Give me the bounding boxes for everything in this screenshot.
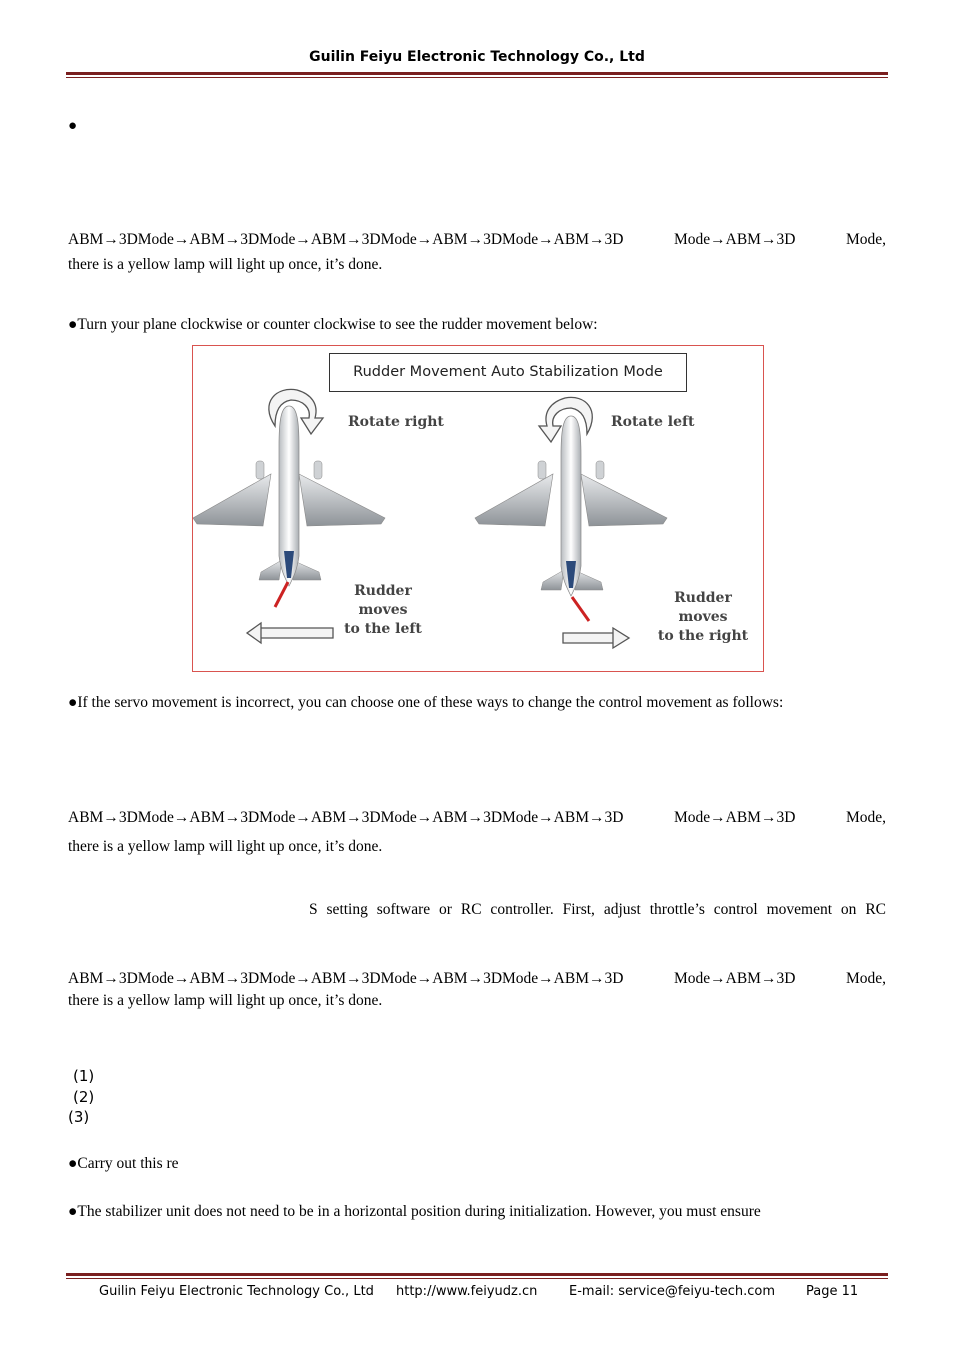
arrow-right-icon — [563, 628, 629, 648]
rudder-right-line-1: Rudder moves — [674, 590, 732, 625]
header-rule-thin — [66, 77, 888, 78]
sequence-result: there is a yellow lamp will light up once, it’s done. — [68, 992, 383, 1009]
rudder-moves-right-label — [649, 589, 757, 646]
header-rule — [66, 72, 888, 75]
sequence-line: ABM→3DMode→ABM→3DMode→ABM→3DMode→ABM→3DMode→ABM→3D Mode→ABM→3D Mode, — [68, 970, 886, 987]
list-number-3: (3) — [68, 1108, 90, 1126]
sequence-result: there is a yellow lamp will light up once, it’s done. — [68, 838, 383, 855]
turn-plane-instruction: ●Turn your plane clockwise or counter clockwise to see the rudder movement below: — [68, 316, 598, 333]
rudder-left-line-1: Rudder moves — [354, 583, 412, 618]
header-company: Guilin Feiyu Electronic Technology Co., Ltd — [309, 49, 645, 65]
setting-software-line: S setting software or RC controller. First, adjust throttle’s control movement on RC — [309, 901, 886, 918]
airplane-right-icon — [475, 416, 667, 596]
footer-email: E-mail: service@feiyu-tech.com — [569, 1284, 776, 1299]
arrow-left-icon — [247, 623, 333, 643]
rotate-right-label: Rotate right — [348, 414, 444, 430]
page-number: Page 11 — [806, 1284, 859, 1299]
sequence-line: ABM→3DMode→ABM→3DMode→ABM→3DMode→ABM→3DMode→ABM→3D Mode→ABM→3D Mode, — [68, 809, 886, 826]
figure-title: Rudder Movement Auto Stabilization Mode — [329, 353, 687, 392]
footer-url: http://www.feiyudz.cn — [396, 1284, 538, 1299]
lone-bullet: ● — [68, 118, 78, 134]
rudder-movement-figure — [192, 345, 764, 672]
rudder-left-line-2: to the left — [344, 621, 422, 637]
footer-company: Guilin Feiyu Electronic Technology Co., Ltd — [99, 1284, 374, 1299]
rudder-right-line-2: to the right — [657, 628, 749, 644]
list-number-1: (1) — [73, 1067, 95, 1085]
airplane-left-icon — [193, 406, 385, 586]
sequence-line: ABM→3DMode→ABM→3DMode→ABM→3DMode→ABM→3DMode→ABM→3D Mode→ABM→3D Mode, — [68, 231, 886, 248]
rudder-moves-left-label — [329, 582, 437, 639]
sequence-result: there is a yellow lamp will light up once, it’s done. — [68, 256, 383, 273]
list-number-2: (2) — [73, 1088, 95, 1106]
rudder-left-mark — [275, 582, 288, 607]
servo-incorrect-instruction: ●If the servo movement is incorrect, you can choose one of these ways to change the control movement as follows: — [68, 694, 784, 711]
stabilizer-instruction: ●The stabilizer unit does not need to be in a horizontal position during initialization. However, you must ensure — [68, 1203, 761, 1220]
footer-rule — [66, 1273, 888, 1276]
rotate-left-label: Rotate left — [611, 414, 695, 430]
footer-rule-thin — [66, 1278, 888, 1279]
carry-out-text: ●Carry out this re — [68, 1155, 179, 1172]
rudder-right-mark — [572, 597, 589, 621]
